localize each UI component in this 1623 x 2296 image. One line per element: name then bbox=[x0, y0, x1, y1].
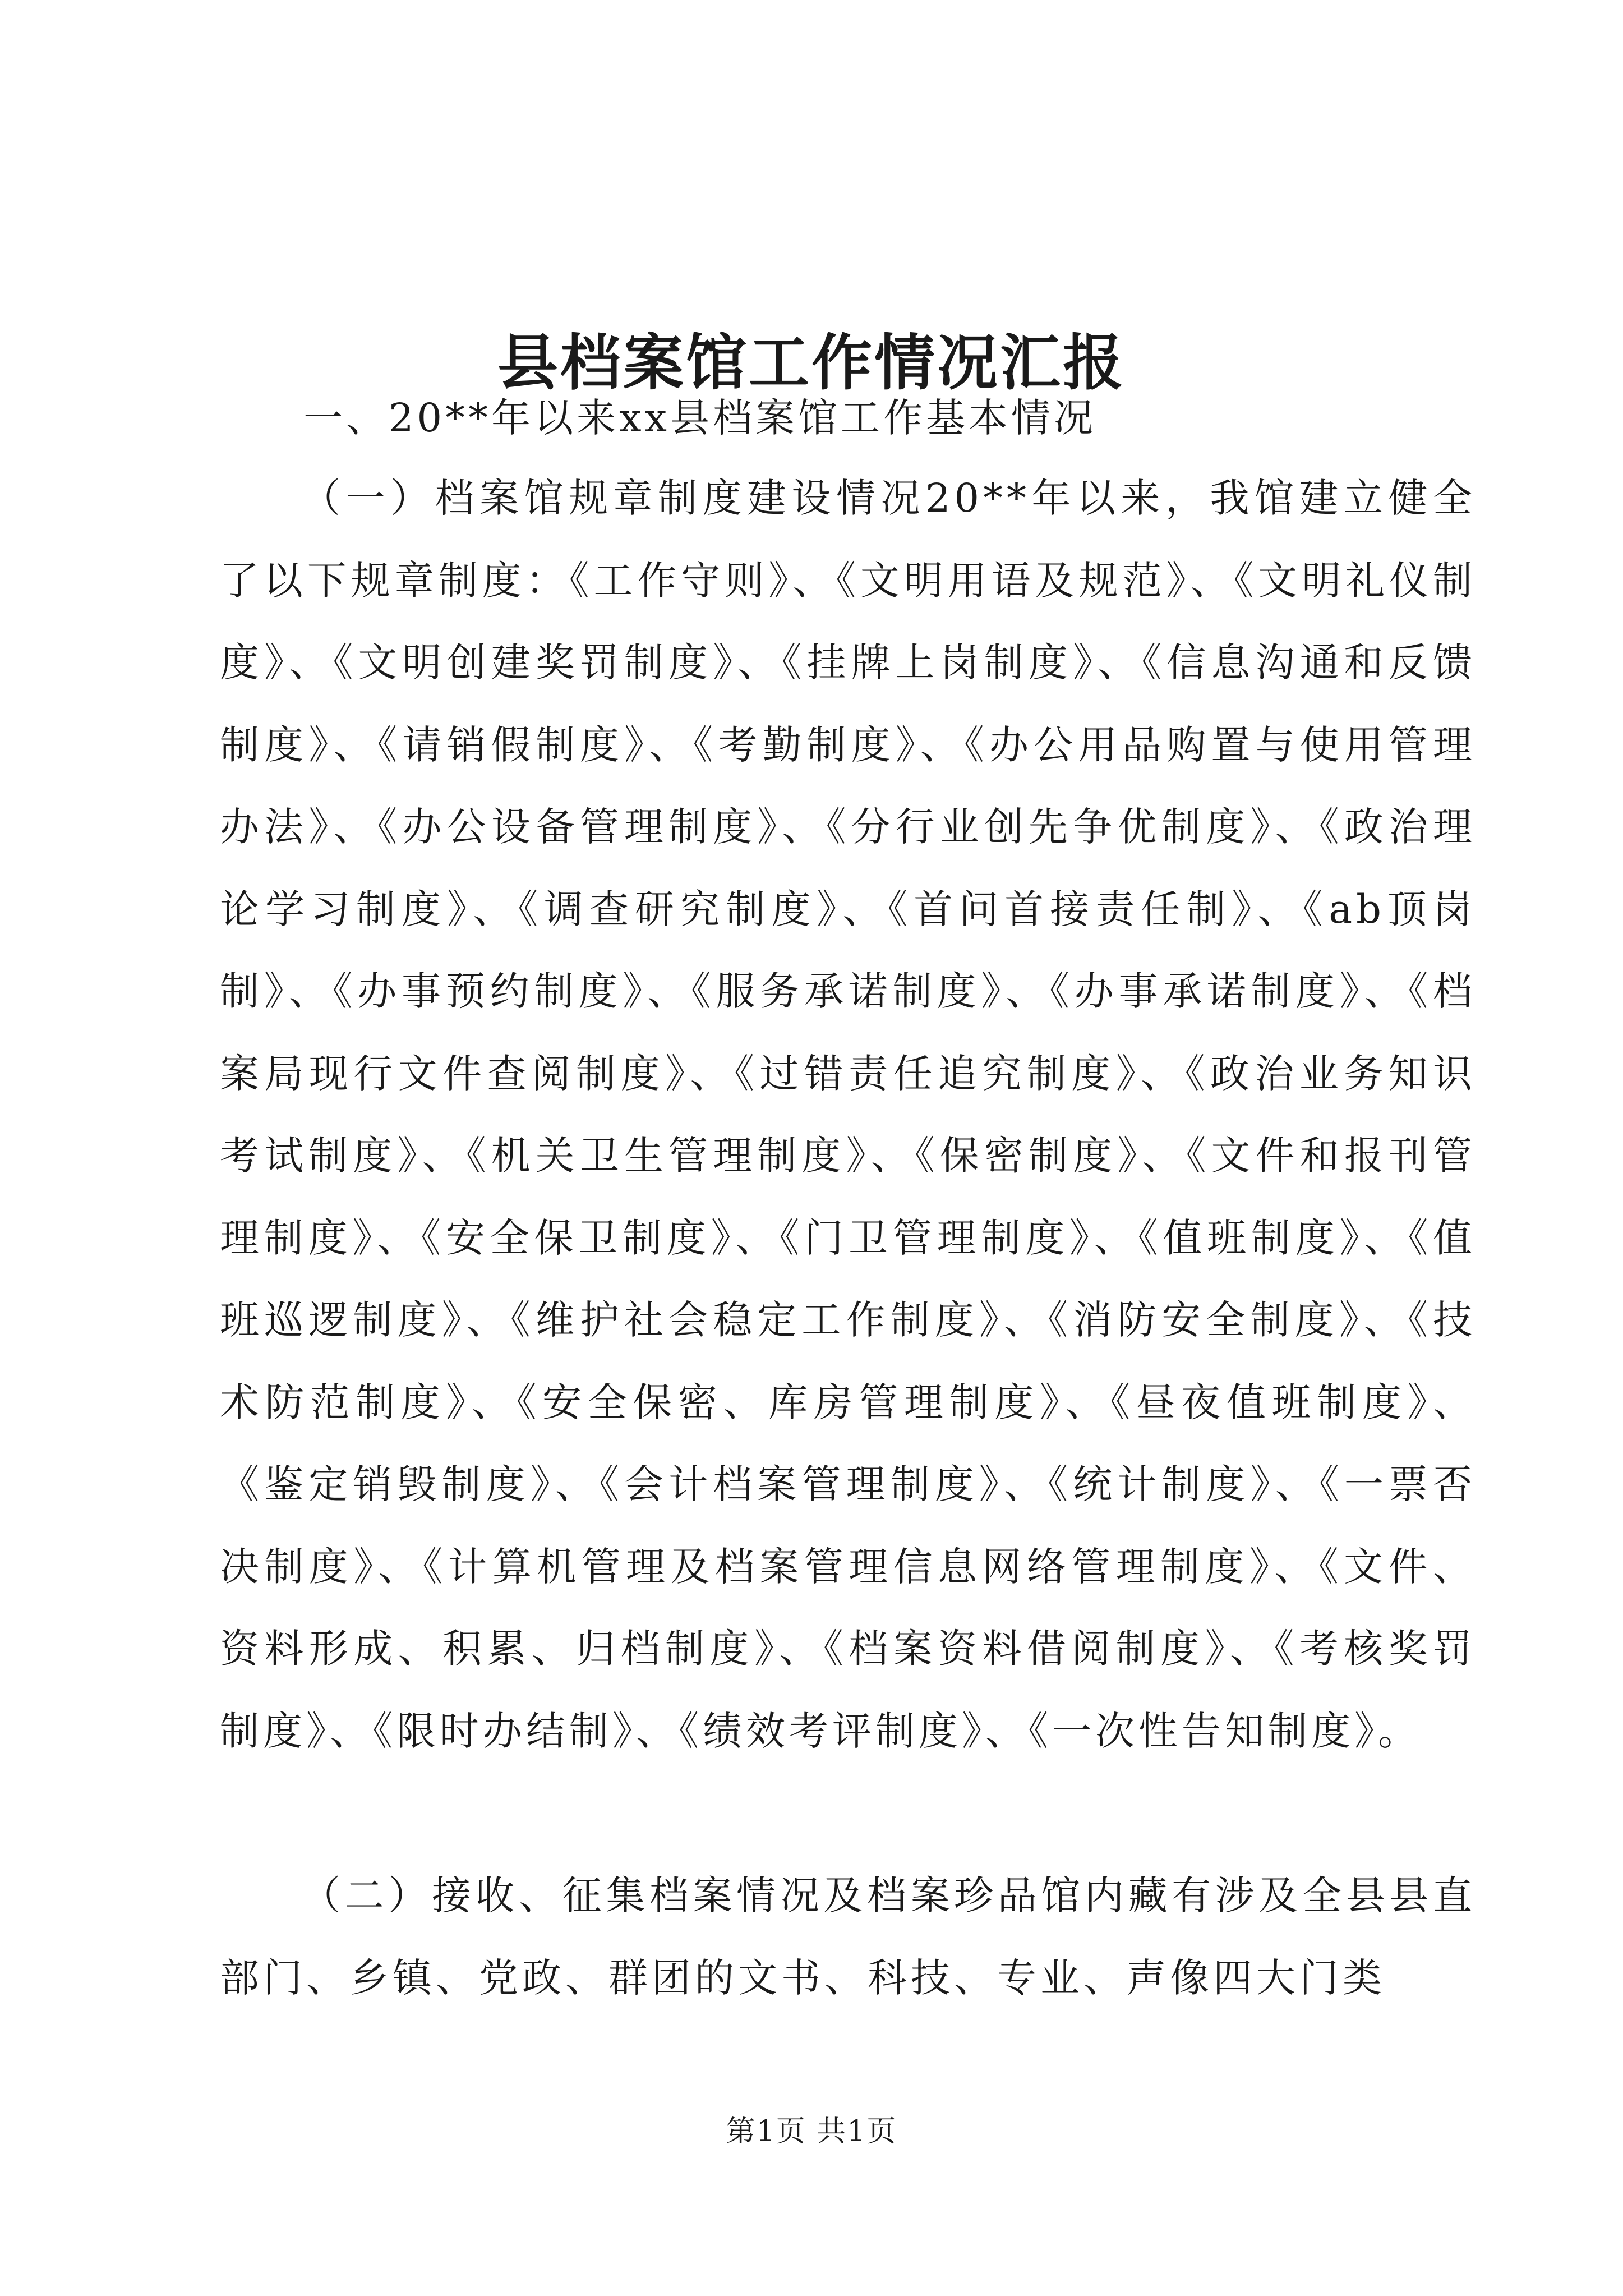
document-title: 县档案馆工作情况汇报 bbox=[497, 328, 1126, 399]
section-heading: 一、20**年以来xx县档案馆工作基本情况 bbox=[303, 395, 1097, 441]
paragraph-archive-collection: （二）接收、征集档案情况及档案珍品馆内藏有涉及全县县直部门、乡镇、党政、群团的文书、科技、专业、声像四大门类 bbox=[220, 1872, 1476, 2001]
page-footer: 第1页 共1页 bbox=[726, 2115, 897, 2148]
paragraph-regulations: （一）档案馆规章制度建设情况20**年以来，我馆建立健全了以下规章制度：《工作守则》、《文明用语及规范》、《文明礼仪制度》、《文明创建奖罚制度》、《挂牌上岗制度》、《信息沟通和反馈制度》、《请销假制度》、《考勤制度》、《办公用品购置与使用管理办法》、《办公设备管理制度》、《分行业创先争优制度》、《政治理论学习制度》、《调查研究制度》、《首问首接责任制》、《ab顶岗制》、《办事预约制度》、《服务承诺制度》、《办事承诺制度》、《档案局现行文件查阅制度》、《过错责任追究制度》、《政治业务知识考试制度》、《机关卫生管理制度》、《保密制度》、《文件和报刊管理制度》、《安全保卫制度》、《门卫管理制度》、《值班制度》、《值班巡逻制度》、《维护社会稳定工作制度》、《消防安全制度》、《技术防范制度》、《安全保密、库房管理制度》、《昼夜值班制度》、《鉴定销毁制度》、《会计档案管理制度》、《统计制度》、《一票否决制度》、《计算机管理及档案管理信息网络管理制度》、《文件、资料形成、积累、归档制度》、《档案资料借阅制度》、《考核奖罚制度》、《限时办结制》、《绩效考评制度》、《一次性告知制度》。 bbox=[220, 475, 1476, 1754]
